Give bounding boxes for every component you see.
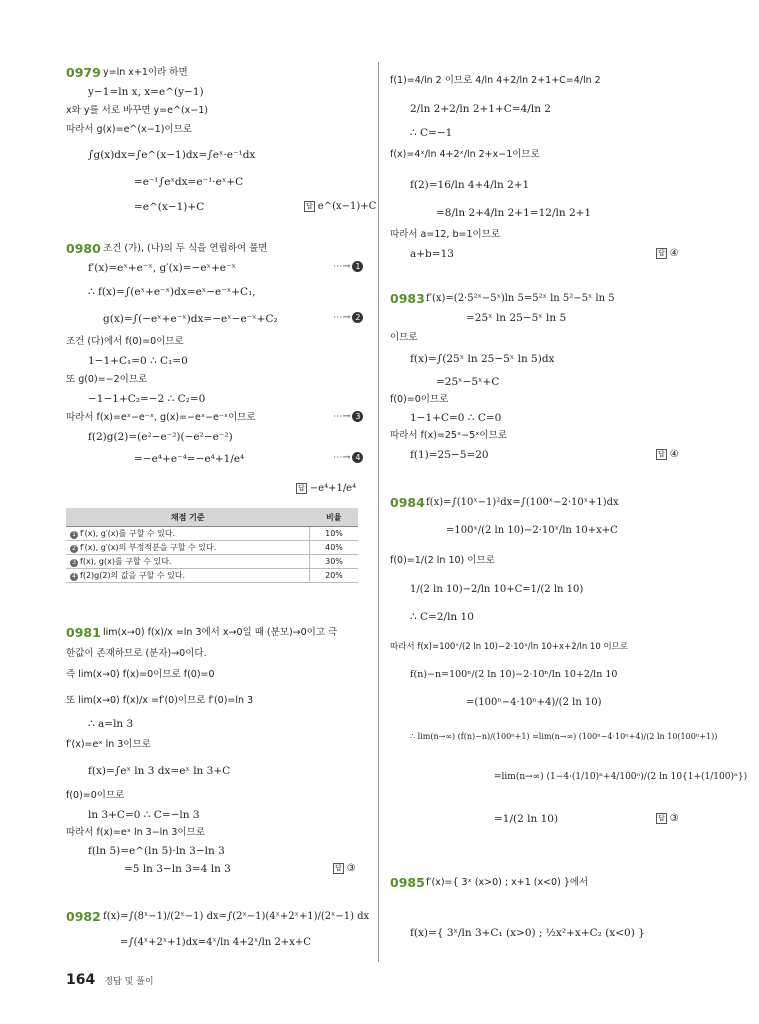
solution-line: f(ln 5)=e^(ln 5)·ln 3−ln 3 bbox=[88, 845, 225, 857]
solution-line: =e^(x−1)+C bbox=[134, 201, 205, 213]
table-row: 2 f′(x), g′(x)의 부정적분을 구할 수 있다. 40% bbox=[66, 541, 358, 555]
solution-line: ∴ C=2/ln 10 bbox=[410, 611, 474, 623]
problem-number: 0979 bbox=[66, 65, 101, 80]
solution-line: 따라서 f(x)=25ˣ−5ˣ이므로 bbox=[390, 430, 507, 441]
solution-line: y=ln x+1이라 하면 bbox=[103, 67, 188, 78]
solution-line: =25ˣ ln 25−5ˣ ln 5 bbox=[466, 312, 567, 324]
solution-line: −1−1+C₂=−2 ∴ C₂=0 bbox=[88, 393, 206, 405]
answer-mark: 답 ④ bbox=[658, 248, 679, 259]
solution-line: =100ˣ/(2 ln 10)−2·10ˣ/ln 10+x+C bbox=[446, 525, 618, 536]
step-marker-2: ⋯→ 2 bbox=[333, 312, 363, 323]
solution-line: =∫(4ˣ+2ˣ+1)dx=4ˣ/ln 4+2ˣ/ln 2+x+C bbox=[120, 937, 311, 948]
problem-number: 0981 bbox=[66, 625, 101, 640]
solution-line: =−e⁴+e⁻⁴=−e⁴+1/e⁴ bbox=[134, 453, 245, 465]
solution-line: =e⁻¹∫eˣdx=e⁻¹·eˣ+C bbox=[134, 176, 244, 188]
solution-line: 따라서 f(x)=eˣ−e⁻ˣ, g(x)=−eˣ−e⁻ˣ이므로 bbox=[66, 412, 256, 423]
answer-icon: 답 bbox=[658, 249, 665, 257]
problem-number: 0982 bbox=[66, 909, 101, 924]
solution-line: ∴ lim(n→∞) (f(n)−n)/(100ⁿ+1) =lim(n→∞) (100ⁿ−4·10ⁿ+4)/(2 ln 10(100ⁿ+1)) bbox=[410, 732, 718, 741]
answer-icon: 답 bbox=[335, 864, 342, 872]
solution-line: f′(x)=eˣ+e⁻ˣ, g′(x)=−eˣ+e⁻ˣ bbox=[88, 262, 237, 274]
solution-line: 조건 (다)에서 f(0)=0이므로 bbox=[66, 336, 184, 347]
solution-line: 1/(2 ln 10)−2/ln 10+C=1/(2 ln 10) bbox=[410, 584, 584, 595]
solution-line: ∴ C=−1 bbox=[410, 127, 453, 139]
solution-line: =lim(n→∞) (1−4·(1/10)ⁿ+4/100ⁿ)/(2 ln 10{1+(1/100)ⁿ}) bbox=[494, 772, 748, 782]
solution-line: f(0)=1/(2 ln 10) 이므로 bbox=[390, 555, 495, 566]
solution-line: f(n)−n=100ⁿ/(2 ln 10)−2·10ⁿ/ln 10+2/ln 10 bbox=[410, 669, 618, 680]
problem-number: 0985 bbox=[390, 875, 425, 890]
solution-line: =(100ⁿ−4·10ⁿ+4)/(2 ln 10) bbox=[466, 697, 602, 708]
solution-line: f′(x)=(2·5²ˣ−5ˣ)ln 5=5²ˣ ln 5²−5ˣ ln 5 bbox=[426, 293, 615, 304]
step-marker-1: ⋯→ 1 bbox=[333, 261, 363, 272]
solution-line: g(x)=∫(−eˣ+e⁻ˣ)dx=−eˣ−e⁻ˣ+C₂ bbox=[103, 313, 278, 325]
answer-mark: 답 e^(x−1)+C bbox=[306, 201, 377, 212]
solution-line: =8/ln 2+4/ln 2+1=12/ln 2+1 bbox=[436, 207, 592, 219]
answer-mark: 답 ③ bbox=[658, 813, 679, 824]
page-footer bbox=[66, 969, 154, 988]
solution-line: 따라서 a=12, b=1이므로 bbox=[390, 229, 501, 240]
solution-line: ln 3+C=0 ∴ C=−ln 3 bbox=[88, 809, 200, 821]
solution-line: f(2)=16/ln 4+4/ln 2+1 bbox=[410, 179, 530, 191]
table-row: 4 f(2)g(2)의 값을 구할 수 있다. 20% bbox=[66, 569, 358, 583]
solution-line: f(0)=0이므로 bbox=[390, 394, 449, 405]
solution-line: 한값이 존재하므로 (분자)→0이다. bbox=[66, 648, 207, 659]
answer-icon: 답 bbox=[298, 484, 305, 492]
page-number: 164 bbox=[66, 972, 96, 988]
answer-icon: 답 bbox=[658, 814, 665, 822]
answer-icon: 답 bbox=[658, 450, 665, 458]
solution-line: f(1)=4/ln 2 이므로 4/ln 4+2/ln 2+1+C=4/ln 2 bbox=[390, 75, 601, 86]
solution-line: f(x)=∫(8ˣ−1)/(2ˣ−1) dx=∫(2ˣ−1)(4ˣ+2ˣ+1)/(2ˣ−1) dx bbox=[103, 911, 370, 922]
solution-line: 따라서 g(x)=e^(x−1)이므로 bbox=[66, 124, 192, 135]
problem-number: 0984 bbox=[390, 495, 425, 510]
solution-line: ∫g(x)dx=∫e^(x−1)dx=∫eˣ·e⁻¹dx bbox=[88, 149, 256, 161]
answer-mark: 답 ③ bbox=[335, 863, 356, 874]
answer-icon: 답 bbox=[306, 202, 313, 210]
solution-line: =1/(2 ln 10) bbox=[494, 813, 559, 825]
solution-line: 또 lim(x→0) f(x)/x =f′(0)이므로 f′(0)=ln 3 bbox=[66, 695, 254, 706]
table-row: 1 f′(x), g′(x)를 구할 수 있다. 10% bbox=[66, 527, 358, 541]
solution-line: 즉 lim(x→0) f(x)=0이므로 f(0)=0 bbox=[66, 669, 215, 680]
solution-line: f′(x)=eˣ ln 3이므로 bbox=[66, 739, 151, 750]
step-marker-3: ⋯→ 3 bbox=[333, 411, 363, 422]
solution-line: f′(x)={ 3ˣ (x>0) ; x+1 (x<0) }에서 bbox=[426, 877, 589, 888]
solution-line: 또 g(0)=−2이므로 bbox=[66, 374, 148, 385]
solution-line: 이므로 bbox=[390, 332, 418, 343]
solution-line: f(0)=0이므로 bbox=[66, 790, 125, 801]
solution-line: f(x)=∫(10ˣ−1)²dx=∫(100ˣ−2·10ˣ+1)dx bbox=[426, 497, 619, 508]
solution-line: =5 ln 3−ln 3=4 ln 3 bbox=[124, 863, 231, 875]
solution-line: f(x)=∫(25ˣ ln 25−5ˣ ln 5)dx bbox=[410, 353, 555, 365]
solution-line: =25ˣ−5ˣ+C bbox=[436, 376, 500, 388]
solution-line: 따라서 f(x)=100ˣ/(2 ln 10)−2·10ˣ/ln 10+x+2/ln 10 이므로 bbox=[390, 642, 629, 652]
problem-number: 0980 bbox=[66, 241, 101, 256]
solution-line: f(x)=∫eˣ ln 3 dx=eˣ ln 3+C bbox=[88, 765, 231, 777]
column-divider bbox=[378, 62, 379, 962]
grading-header-rate: 비율 bbox=[310, 508, 359, 527]
grading-table bbox=[66, 508, 358, 583]
solution-line: ∴ f(x)=∫(eˣ+e⁻ˣ)dx=eˣ−e⁻ˣ+C₁, bbox=[88, 286, 256, 298]
solution-line: 1−1+C=0 ∴ C=0 bbox=[410, 412, 502, 424]
solution-line: f(2)g(2)=(e²−e⁻²)(−e²−e⁻²) bbox=[88, 431, 233, 443]
solution-line: lim(x→0) f(x)/x =ln 3에서 x→0일 때 (분모)→0이고 극 bbox=[103, 627, 338, 638]
solution-line: f(x)=4ˣ/ln 4+2ˣ/ln 2+x−1이므로 bbox=[390, 149, 540, 160]
answer-mark: 답 −e⁴+1/e⁴ bbox=[298, 483, 357, 494]
solution-line: y−1=ln x, x=e^(y−1) bbox=[88, 86, 204, 98]
problem-number: 0983 bbox=[390, 291, 425, 306]
solution-line: 따라서 f(x)=eˣ ln 3−ln 3이므로 bbox=[66, 827, 205, 838]
solution-line: f(x)={ 3ˣ/ln 3+C₁ (x>0) ; ½x²+x+C₂ (x<0) } bbox=[410, 927, 645, 939]
solution-line: x와 y를 서로 바꾸면 y=e^(x−1) bbox=[66, 105, 208, 116]
grading-header-criteria: 채점 기준 bbox=[66, 508, 310, 527]
step-marker-4: ⋯→ 4 bbox=[333, 452, 363, 463]
answer-mark: 답 ④ bbox=[658, 449, 679, 460]
solution-line: ∴ a=ln 3 bbox=[88, 718, 134, 730]
solution-line: 1−1+C₁=0 ∴ C₁=0 bbox=[88, 355, 188, 367]
solution-line: f(1)=25−5=20 bbox=[410, 449, 489, 461]
solution-line: 2/ln 2+2/ln 2+1+C=4/ln 2 bbox=[410, 103, 551, 115]
solution-line: 조건 (가), (나)의 두 식을 연립하여 풀면 bbox=[103, 243, 268, 254]
footer-label: 정답 및 풀이 bbox=[104, 977, 154, 987]
solution-line: a+b=13 bbox=[410, 248, 454, 260]
table-row: 3 f(x), g(x)를 구할 수 있다. 30% bbox=[66, 555, 358, 569]
